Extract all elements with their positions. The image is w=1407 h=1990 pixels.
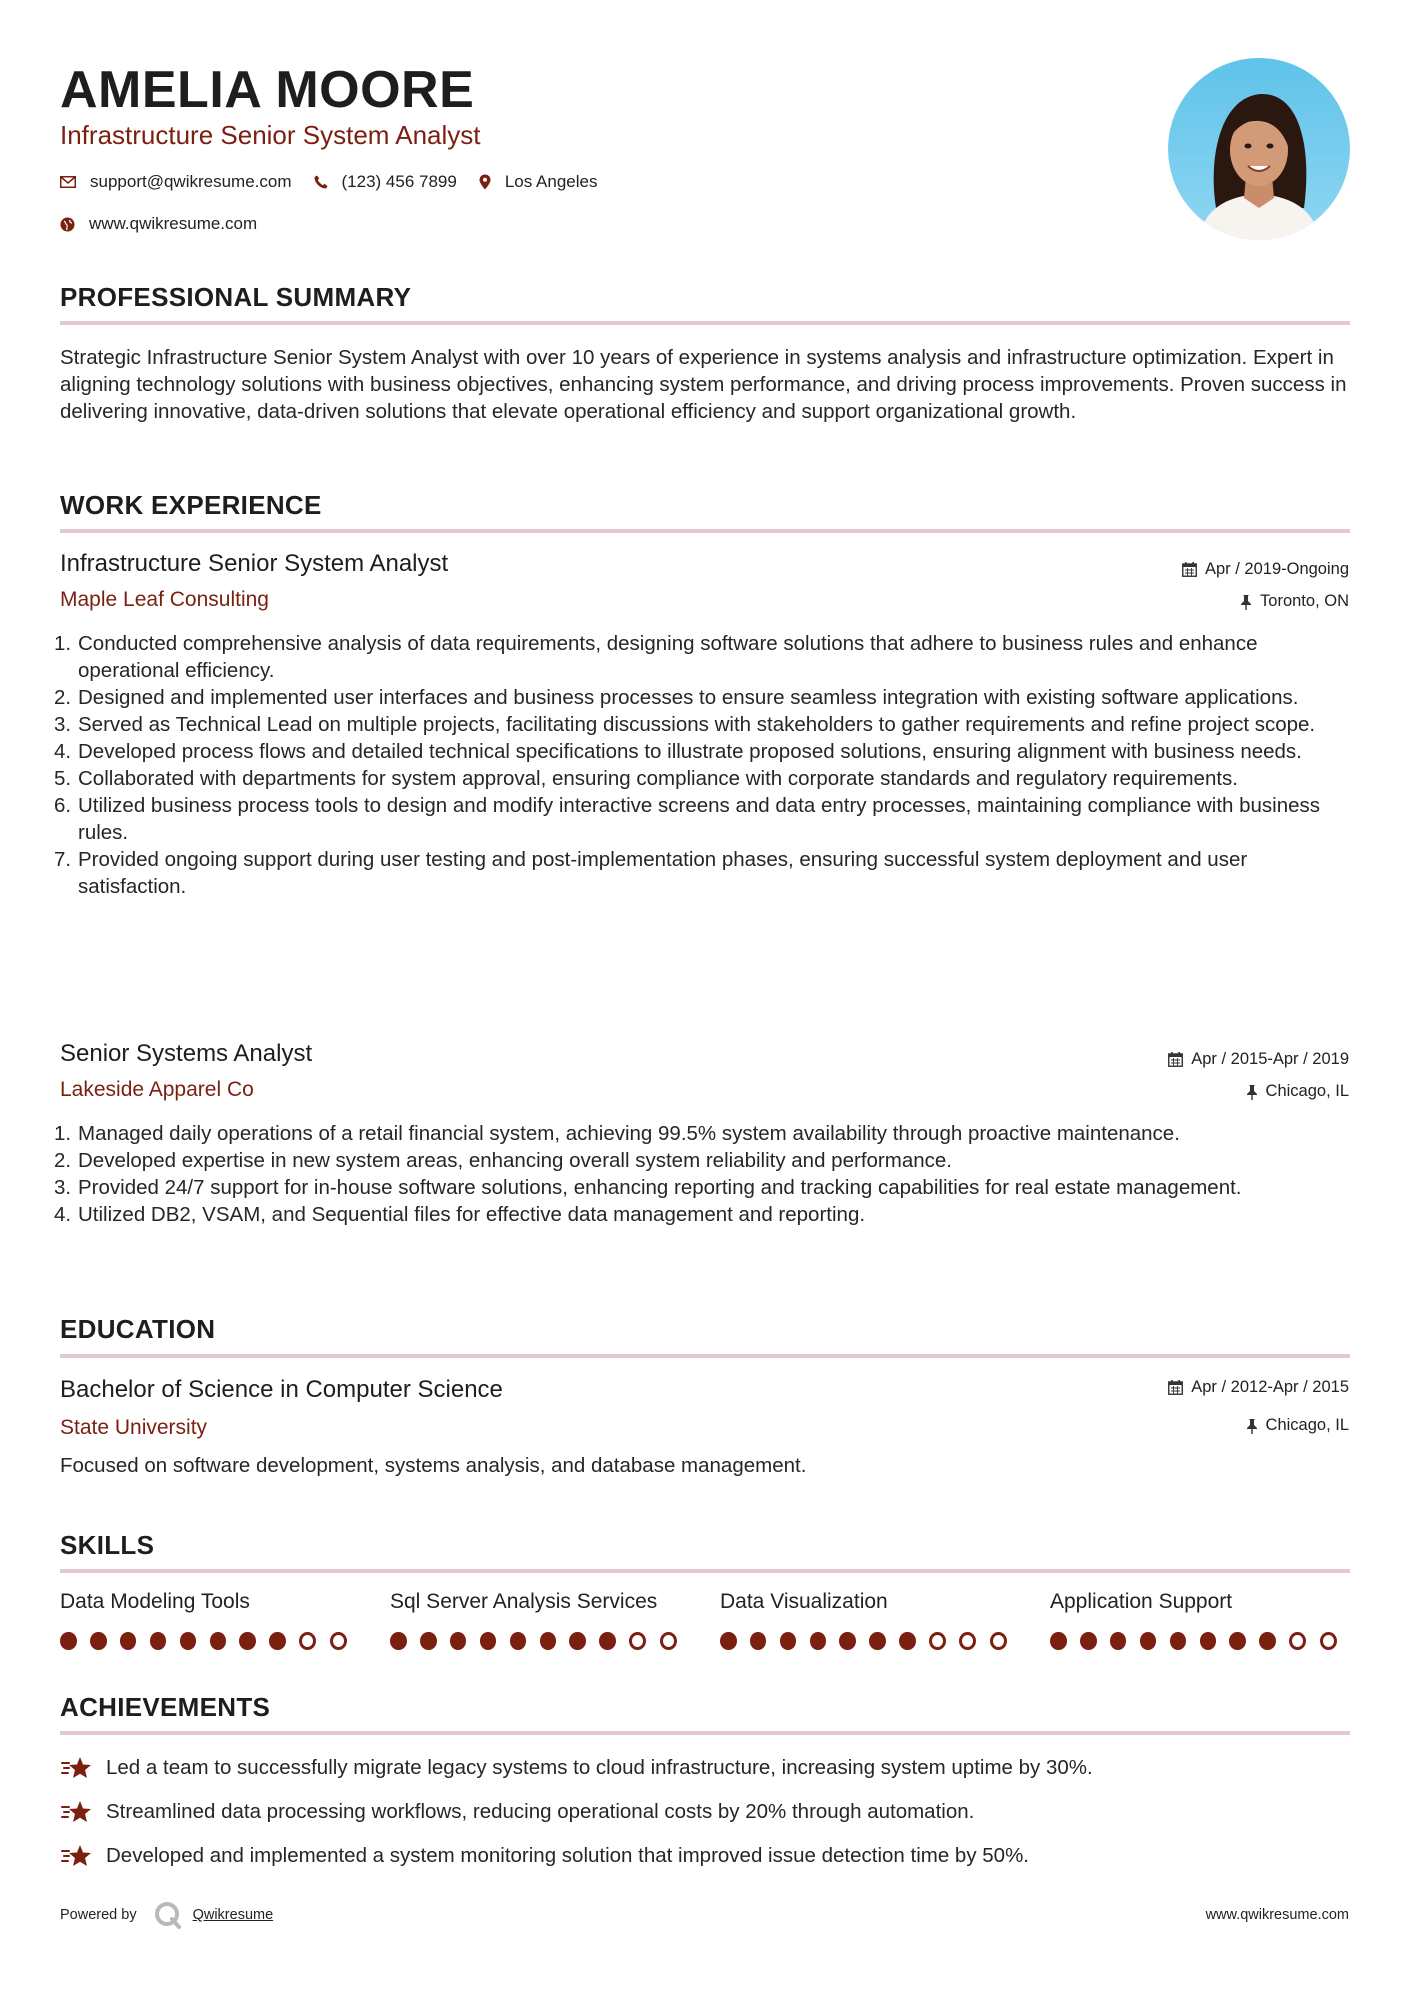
rating-dot-filled [869, 1632, 886, 1650]
rating-dot-filled [1259, 1632, 1276, 1650]
rating-dot-filled [839, 1632, 856, 1650]
rating-dot-filled [540, 1632, 557, 1650]
phone-icon [314, 175, 328, 189]
powered-by-label: Powered by [60, 1907, 137, 1923]
contact-location [479, 172, 598, 192]
summary-heading: PROFESSIONAL SUMMARY [60, 282, 412, 312]
degree-title: Bachelor of Science in Computer Science [60, 1376, 503, 1403]
job-company: Maple Leaf Consulting [60, 588, 269, 611]
list-item: 6. Utilized business process tools to design and modify interactive screens and data entry processes, maintaining compliance with business rules. [54, 794, 1321, 844]
rating-dot-filled [180, 1632, 197, 1650]
job-company: Lakeside Apparel Co [60, 1078, 254, 1101]
experience-divider [60, 529, 1350, 533]
skill-name: Sql Server Analysis Services [390, 1590, 658, 1613]
rating-dot-filled [1229, 1632, 1246, 1650]
envelope-icon [60, 176, 76, 188]
rating-dot-empty [299, 1632, 316, 1650]
list-item: 3. Provided 24/7 support for in-house software solutions, enhancing reporting and tracking capabilities for real estate management. [54, 1176, 1242, 1199]
rating-dot-filled [569, 1632, 586, 1650]
skill-item [390, 1590, 690, 1650]
list-item: 2. Developed expertise in new system areas, enhancing overall system reliability and performance. [54, 1149, 952, 1172]
location-text: Los Angeles [504, 172, 598, 191]
star-icon [60, 1843, 92, 1869]
skill-item [720, 1590, 1020, 1650]
rating-dot-filled [60, 1632, 77, 1650]
skill-rating [1050, 1632, 1350, 1650]
contact-website[interactable] [60, 214, 257, 234]
contact-row-secondary [60, 214, 279, 234]
map-pin-icon [479, 174, 491, 190]
list-item: 2. Designed and implemented user interfaces and business processes to ensure seamless integration with existing software applications. [54, 686, 1299, 709]
education-description: Focused on software development, systems analysis, and database management. [60, 1454, 807, 1477]
rating-dot-filled [390, 1632, 407, 1650]
list-item: 1. Managed daily operations of a retail financial system, achieving 99.5% system availability through proactive maintenance. [54, 1122, 1180, 1145]
rating-dot-filled [480, 1632, 497, 1650]
rating-dot-filled [420, 1632, 437, 1650]
qwikresume-logo-icon [153, 1900, 183, 1930]
rating-dot-filled [750, 1632, 767, 1650]
education-heading: EDUCATION [60, 1314, 216, 1344]
school-name: State University [60, 1416, 208, 1439]
job-bullets [54, 630, 1350, 900]
education-location-text: Chicago, IL [1265, 1416, 1349, 1434]
rating-dot-empty [1289, 1632, 1306, 1650]
rating-dot-filled [1050, 1632, 1067, 1650]
education-dates [1168, 1378, 1349, 1397]
star-icon [60, 1799, 92, 1825]
skill-name: Data Visualization [720, 1590, 888, 1613]
rating-dot-filled [780, 1632, 797, 1650]
footer-powered-by [60, 1900, 273, 1930]
rating-dot-filled [810, 1632, 827, 1650]
rating-dot-filled [1200, 1632, 1217, 1650]
education-divider [60, 1354, 1350, 1358]
calendar-icon [1168, 1380, 1183, 1395]
skill-rating [720, 1632, 1020, 1650]
contact-email[interactable] [60, 172, 292, 192]
list-item: 3. Served as Technical Lead on multiple projects, facilitating discussions with stakeholders to gather requirements and refine project scope. [54, 713, 1316, 736]
qwikresume-link[interactable]: Qwikresume [192, 1907, 274, 1923]
skill-name: Data Modeling Tools [60, 1590, 250, 1613]
rating-dot-filled [1080, 1632, 1097, 1650]
profile-photo [1168, 58, 1350, 240]
job-title: Infrastructure Senior System Analyst [60, 550, 449, 577]
rating-dot-filled [150, 1632, 167, 1650]
job-title: Senior Systems Analyst [60, 1040, 313, 1067]
pushpin-icon [1246, 1084, 1258, 1100]
rating-dot-filled [1170, 1632, 1187, 1650]
candidate-name: AMELIA MOORE [60, 61, 475, 119]
rating-dot-filled [720, 1632, 737, 1650]
skills-divider [60, 1569, 1350, 1573]
rating-dot-filled [1140, 1632, 1157, 1650]
job-bullets [54, 1120, 1350, 1228]
pushpin-icon [1240, 594, 1252, 610]
job-dates [1182, 560, 1349, 579]
summary-divider [60, 321, 1350, 325]
email-text: support@qwikresume.com [90, 172, 292, 191]
job-dates-text: Apr / 2015-Apr / 2019 [1191, 1050, 1349, 1068]
list-item: 1. Conducted comprehensive analysis of data requirements, designing software solutions that adhere to business rules and enhance operational efficiency. [54, 632, 1258, 682]
skill-item [60, 1590, 360, 1650]
globe-icon [60, 217, 75, 232]
job-location-text: Chicago, IL [1265, 1082, 1349, 1100]
job-location [1240, 592, 1349, 611]
job-location-text: Toronto, ON [1260, 592, 1349, 610]
list-item: 5. Collaborated with departments for system approval, ensuring compliance with corporate standards and regulatory requirements. [54, 767, 1238, 790]
rating-dot-filled [210, 1632, 227, 1650]
rating-dot-empty [959, 1632, 976, 1650]
rating-dot-empty [629, 1632, 646, 1650]
rating-dot-filled [899, 1632, 916, 1650]
calendar-icon [1182, 562, 1197, 577]
experience-heading: WORK EXPERIENCE [60, 490, 322, 520]
pushpin-icon [1246, 1418, 1258, 1434]
rating-dot-filled [239, 1632, 256, 1650]
job-dates [1168, 1050, 1349, 1069]
phone-text: (123) 456 7899 [341, 172, 457, 191]
contact-phone[interactable] [314, 172, 457, 192]
achievements-divider [60, 1731, 1350, 1735]
candidate-title: Infrastructure Senior System Analyst [60, 120, 481, 150]
achievement-item: Developed and implemented a system monitoring solution that improved issue detection time by 50%. [60, 1843, 1029, 1869]
rating-dot-filled [599, 1632, 616, 1650]
footer-website[interactable]: www.qwikresume.com [1205, 1907, 1349, 1923]
skill-item [1050, 1590, 1350, 1650]
rating-dot-filled [510, 1632, 527, 1650]
job-dates-text: Apr / 2019-Ongoing [1204, 560, 1349, 578]
rating-dot-empty [330, 1632, 347, 1650]
rating-dot-filled [450, 1632, 467, 1650]
skill-name: Application Support [1050, 1590, 1233, 1613]
rating-dot-filled [90, 1632, 107, 1650]
list-item: 4. Developed process flows and detailed technical specifications to illustrate proposed solutions, ensuring alignment with business needs. [54, 740, 1302, 763]
rating-dot-filled [269, 1632, 286, 1650]
education-dates-text: Apr / 2012-Apr / 2015 [1191, 1378, 1349, 1396]
job-location [1246, 1082, 1349, 1101]
list-item: 7. Provided ongoing support during user testing and post-implementation phases, ensuring successful system deployment and user satisfaction. [54, 848, 1248, 898]
summary-text: Strategic Infrastructure Senior System Analyst with over 10 years of experience in systems analysis and infrastructure optimization. Expert in aligning technology solutions with business objectives, enhancing system performance, and driving process improvements. Proven success in delivering innovative, data-driven solutions that elevate operational efficiency and support organizational growth. [60, 346, 1347, 423]
website-text: www.qwikresume.com [89, 214, 258, 233]
achievement-item: Streamlined data processing workflows, reducing operational costs by 20% through automation. [60, 1799, 974, 1825]
rating-dot-filled [1110, 1632, 1127, 1650]
rating-dot-filled [120, 1632, 137, 1650]
star-icon [60, 1755, 92, 1781]
skill-rating [60, 1632, 360, 1650]
skill-rating [390, 1632, 690, 1650]
rating-dot-empty [990, 1632, 1007, 1650]
rating-dot-empty [1320, 1632, 1337, 1650]
skills-heading: SKILLS [60, 1530, 155, 1560]
education-location [1246, 1416, 1349, 1435]
achievement-item: Led a team to successfully migrate legacy systems to cloud infrastructure, increasing system uptime by 30%. [60, 1755, 1093, 1781]
list-item: 4. Utilized DB2, VSAM, and Sequential files for effective data management and reporting. [54, 1203, 866, 1226]
calendar-icon [1168, 1052, 1183, 1067]
contact-row-primary [60, 172, 619, 192]
rating-dot-empty [929, 1632, 946, 1650]
achievements-heading: ACHIEVEMENTS [60, 1692, 271, 1722]
rating-dot-empty [660, 1632, 677, 1650]
